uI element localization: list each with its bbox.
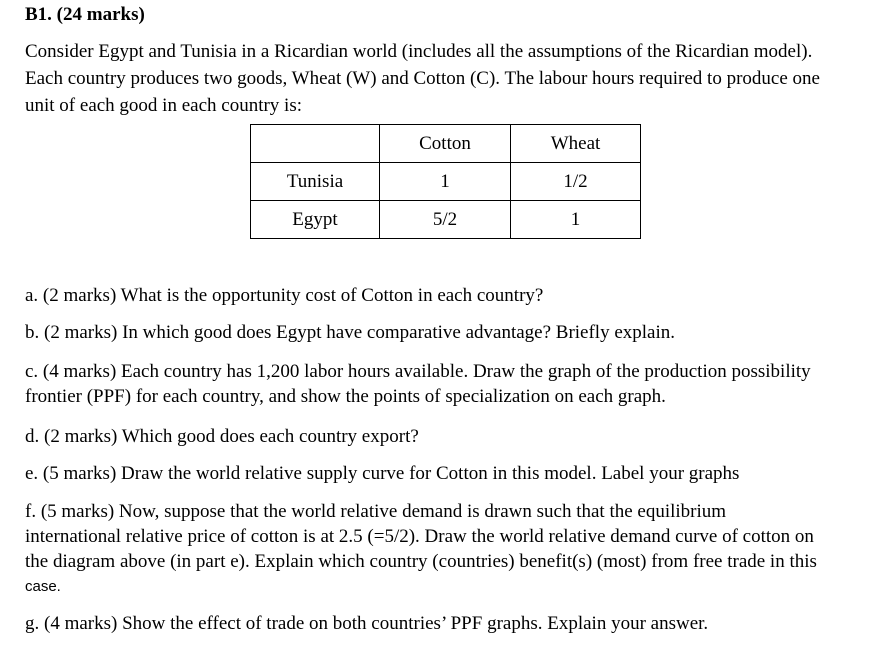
question-text: a. (2 marks) What is the opportunity cost of Cotton in each country?: [25, 285, 544, 306]
question-b: [25, 320, 870, 345]
question-text: d. (2 marks) Which good does each country export?: [25, 426, 419, 447]
table-header-cell: Wheat: [511, 125, 641, 163]
question-text: case.: [25, 578, 61, 595]
question-f: [25, 499, 870, 599]
table-row: [251, 201, 641, 239]
question-text: g. (4 marks) Show the effect of trade on both countries’ PPF graphs. Explain your answer.: [25, 613, 709, 634]
question-text: c. (4 marks) Each country has 1,200 labor hours available. Draw the graph of the production possibility: [25, 361, 811, 382]
question-a: [25, 283, 870, 308]
intro-paragraph: [25, 38, 875, 119]
question-e: [25, 461, 870, 486]
question-d: [25, 424, 870, 449]
question-text: f. (5 marks) Now, suppose that the world relative demand is drawn such that the equilibrium: [25, 501, 727, 522]
table-cell: 1/2: [511, 163, 641, 201]
table-cell: Tunisia: [251, 163, 380, 201]
table-header-cell: [251, 125, 380, 163]
table-header-cell: Cotton: [380, 125, 511, 163]
question-text: the diagram above (in part e). Explain which country (countries) benefit(s) (most) from free trade in this: [25, 551, 817, 572]
table-cell: 5/2: [380, 201, 511, 239]
question-text: frontier (PPF) for each country, and show the points of specialization on each graph.: [25, 386, 666, 407]
question-g: [25, 611, 870, 636]
question-c: [25, 359, 870, 409]
intro-line: Consider Egypt and Tunisia in a Ricardian world (includes all the assumptions of the Ricardian model).: [25, 41, 813, 62]
table-cell: 1: [511, 201, 641, 239]
question-text: international relative price of cotton is at 2.5 (=5/2). Draw the world relative demand curve of cotton on: [25, 526, 814, 547]
question-heading: B1. (24 marks): [25, 4, 145, 25]
table-cell: Egypt: [251, 201, 380, 239]
intro-line: unit of each good in each country is:: [25, 95, 303, 116]
labour-hours-table: [250, 124, 641, 239]
question-text: b. (2 marks) In which good does Egypt have comparative advantage? Briefly explain.: [25, 322, 676, 343]
question-text: e. (5 marks) Draw the world relative supply curve for Cotton in this model. Label your graphs: [25, 463, 740, 484]
intro-line: Each country produces two goods, Wheat (W) and Cotton (C). The labour hours required to produce one: [25, 68, 820, 89]
table-row: [251, 163, 641, 201]
table-cell: 1: [380, 163, 511, 201]
table-header-row: [251, 125, 641, 163]
